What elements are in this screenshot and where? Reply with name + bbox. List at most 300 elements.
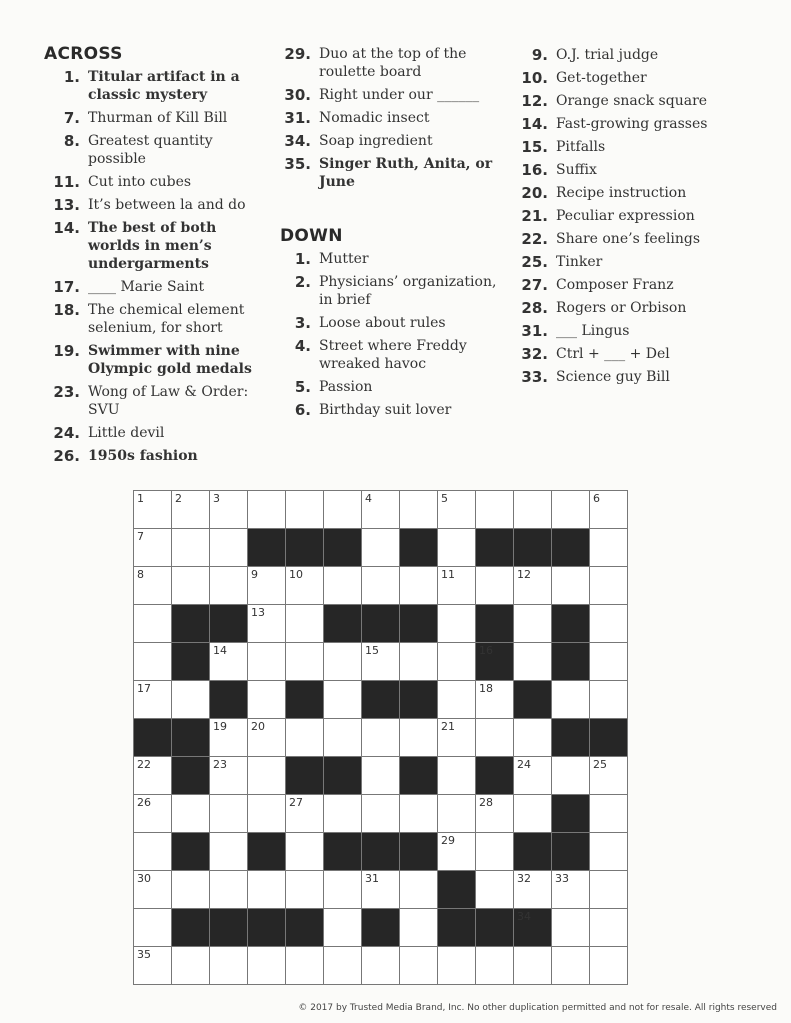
cell-number: 3 bbox=[213, 492, 220, 505]
black-square bbox=[210, 681, 248, 719]
grid-cell[interactable] bbox=[514, 605, 552, 643]
cell-number: 22 bbox=[137, 758, 151, 771]
grid-cell[interactable] bbox=[134, 871, 172, 909]
clue-number: 34. bbox=[284, 132, 311, 150]
grid-cell[interactable] bbox=[210, 719, 248, 757]
grid-cell[interactable] bbox=[362, 757, 400, 795]
clue-text: The best of both worlds in men’s undergarments bbox=[88, 220, 217, 272]
grid-cell[interactable] bbox=[324, 795, 362, 833]
grid-cell[interactable] bbox=[476, 795, 514, 833]
clue-item bbox=[44, 173, 266, 191]
grid-cell[interactable] bbox=[438, 757, 476, 795]
grid-row bbox=[134, 909, 628, 947]
clue-number: 18. bbox=[53, 301, 80, 319]
clue-item bbox=[44, 132, 266, 168]
black-square bbox=[324, 605, 362, 643]
black-square bbox=[248, 833, 286, 871]
black-square bbox=[324, 833, 362, 871]
grid-cell[interactable] bbox=[286, 567, 324, 605]
black-square bbox=[476, 643, 514, 681]
black-square bbox=[400, 605, 438, 643]
grid-cell[interactable] bbox=[172, 567, 210, 605]
grid-cell[interactable] bbox=[400, 909, 438, 947]
clue-number: 4. bbox=[294, 337, 311, 355]
clue-text: Right under our ______ bbox=[319, 87, 480, 103]
clue-number: 8. bbox=[63, 132, 80, 150]
clue-text: Composer Franz bbox=[556, 277, 674, 293]
clue-number: 35. bbox=[284, 155, 311, 173]
clue-number: 26. bbox=[53, 447, 80, 465]
clue-item bbox=[280, 337, 506, 373]
clue-text: Soap ingredient bbox=[319, 133, 433, 149]
grid-row bbox=[134, 795, 628, 833]
cell-number: 11 bbox=[441, 568, 455, 581]
grid-cell[interactable] bbox=[324, 681, 362, 719]
grid-cell[interactable] bbox=[400, 491, 438, 529]
clue-text: Suffix bbox=[556, 162, 597, 178]
cell-number: 8 bbox=[137, 568, 144, 581]
cell-number: 2 bbox=[175, 492, 182, 505]
black-square bbox=[362, 909, 400, 947]
black-square bbox=[438, 909, 476, 947]
grid-cell[interactable] bbox=[438, 491, 476, 529]
grid-row bbox=[134, 947, 628, 985]
black-square bbox=[324, 757, 362, 795]
grid-cell[interactable] bbox=[134, 605, 172, 643]
cell-number: 6 bbox=[593, 492, 600, 505]
clue-number: 20. bbox=[521, 184, 548, 202]
clue-number: 13. bbox=[53, 196, 80, 214]
grid-cell[interactable] bbox=[210, 795, 248, 833]
grid-cell[interactable] bbox=[172, 491, 210, 529]
clue-item bbox=[518, 230, 778, 248]
grid-cell[interactable] bbox=[476, 567, 514, 605]
clue-number: 7. bbox=[63, 109, 80, 127]
black-square bbox=[476, 757, 514, 795]
grid-cell[interactable] bbox=[438, 643, 476, 681]
clue-text: Science guy Bill bbox=[556, 369, 670, 385]
down-clue-list-continued bbox=[518, 46, 778, 391]
grid-cell[interactable] bbox=[476, 681, 514, 719]
black-square bbox=[172, 643, 210, 681]
black-square bbox=[172, 909, 210, 947]
grid-cell[interactable] bbox=[362, 795, 400, 833]
grid-cell[interactable] bbox=[286, 947, 324, 985]
clue-number: 32. bbox=[521, 345, 548, 363]
grid-cell[interactable] bbox=[362, 529, 400, 567]
grid-cell[interactable] bbox=[514, 947, 552, 985]
cell-number: 28 bbox=[479, 796, 493, 809]
grid-row bbox=[134, 757, 628, 795]
clue-text: Cut into cubes bbox=[88, 174, 192, 190]
grid-cell[interactable] bbox=[210, 871, 248, 909]
clue-number: 30. bbox=[284, 86, 311, 104]
grid-cell[interactable] bbox=[286, 833, 324, 871]
grid-cell[interactable] bbox=[438, 947, 476, 985]
black-square bbox=[476, 909, 514, 947]
grid-cell[interactable] bbox=[438, 833, 476, 871]
clue-item bbox=[280, 109, 506, 127]
black-square bbox=[248, 909, 286, 947]
black-square bbox=[286, 681, 324, 719]
black-square bbox=[514, 909, 552, 947]
grid-cell[interactable] bbox=[552, 947, 590, 985]
down-heading: DOWN bbox=[280, 226, 343, 246]
across-clue-list bbox=[44, 68, 266, 470]
grid-cell[interactable] bbox=[514, 643, 552, 681]
grid-cell[interactable] bbox=[172, 529, 210, 567]
clue-item bbox=[518, 69, 778, 87]
cell-number: 20 bbox=[251, 720, 265, 733]
clue-text: It’s between la and do bbox=[88, 197, 246, 213]
grid-cell[interactable] bbox=[248, 681, 286, 719]
clue-text: Nomadic insect bbox=[319, 110, 430, 126]
clue-number: 17. bbox=[53, 278, 80, 296]
black-square bbox=[172, 757, 210, 795]
cell-number: 25 bbox=[593, 758, 607, 771]
cell-number: 15 bbox=[365, 644, 379, 657]
grid-cell[interactable] bbox=[514, 871, 552, 909]
clue-item bbox=[518, 115, 778, 133]
clue-number: 31. bbox=[521, 322, 548, 340]
clue-number: 25. bbox=[521, 253, 548, 271]
clue-text: Fast-growing grasses bbox=[556, 116, 708, 132]
across-heading: ACROSS bbox=[44, 44, 123, 64]
clue-item bbox=[518, 92, 778, 110]
black-square bbox=[552, 795, 590, 833]
grid-cell[interactable] bbox=[134, 643, 172, 681]
grid-cell[interactable] bbox=[438, 795, 476, 833]
grid-cell[interactable] bbox=[324, 909, 362, 947]
clue-number: 11. bbox=[53, 173, 80, 191]
crossword-grid[interactable] bbox=[133, 490, 628, 985]
clue-text: Recipe instruction bbox=[556, 185, 687, 201]
grid-cell[interactable] bbox=[590, 757, 628, 795]
clue-item bbox=[518, 322, 778, 340]
clue-text: Swimmer with nine Olympic gold medals bbox=[88, 343, 252, 377]
grid-cell[interactable] bbox=[248, 947, 286, 985]
clue-item bbox=[518, 184, 778, 202]
clue-text: Titular artifact in a classic mystery bbox=[88, 69, 240, 103]
grid-cell[interactable] bbox=[552, 757, 590, 795]
clue-text: Greatest quantity possible bbox=[88, 133, 213, 167]
grid-cell[interactable] bbox=[210, 491, 248, 529]
clue-text: Duo at the top of the roulette board bbox=[319, 46, 467, 80]
across-clue-list-continued bbox=[280, 45, 506, 196]
cell-number: 34 bbox=[517, 910, 531, 923]
grid-cell[interactable] bbox=[362, 491, 400, 529]
clue-number: 3. bbox=[294, 314, 311, 332]
clue-text: Little devil bbox=[88, 425, 165, 441]
grid-cell[interactable] bbox=[324, 947, 362, 985]
cell-number: 35 bbox=[137, 948, 151, 961]
black-square bbox=[172, 605, 210, 643]
grid-cell[interactable] bbox=[590, 491, 628, 529]
grid-cell[interactable] bbox=[362, 871, 400, 909]
clue-item bbox=[44, 301, 266, 337]
clue-number: 5. bbox=[294, 378, 311, 396]
clue-text: Mutter bbox=[319, 251, 369, 267]
clue-text: The chemical element selenium, for short bbox=[88, 302, 245, 336]
black-square bbox=[324, 529, 362, 567]
grid-cell[interactable] bbox=[172, 795, 210, 833]
grid-cell[interactable] bbox=[324, 643, 362, 681]
grid-cell[interactable] bbox=[590, 795, 628, 833]
clue-number: 10. bbox=[521, 69, 548, 87]
clue-text: Birthday suit lover bbox=[319, 402, 452, 418]
cell-number: 5 bbox=[441, 492, 448, 505]
black-square bbox=[172, 833, 210, 871]
grid-cell[interactable] bbox=[134, 757, 172, 795]
cell-number: 4 bbox=[365, 492, 372, 505]
grid-cell[interactable] bbox=[248, 795, 286, 833]
grid-cell[interactable] bbox=[210, 529, 248, 567]
clue-text: Get-together bbox=[556, 70, 647, 86]
cell-number: 27 bbox=[289, 796, 303, 809]
black-square bbox=[210, 605, 248, 643]
clue-text: Passion bbox=[319, 379, 373, 395]
grid-cell[interactable] bbox=[514, 491, 552, 529]
clue-text: Rogers or Orbison bbox=[556, 300, 687, 316]
grid-cell[interactable] bbox=[134, 491, 172, 529]
grid-cell[interactable] bbox=[172, 947, 210, 985]
grid-cell[interactable] bbox=[324, 567, 362, 605]
grid-cell[interactable] bbox=[400, 795, 438, 833]
black-square bbox=[514, 681, 552, 719]
clue-text: Street where Freddy wreaked havoc bbox=[319, 338, 467, 372]
grid-cell[interactable] bbox=[286, 719, 324, 757]
clue-text: Pitfalls bbox=[556, 139, 606, 155]
grid-cell[interactable] bbox=[362, 567, 400, 605]
grid-cell[interactable] bbox=[590, 567, 628, 605]
grid-cell[interactable] bbox=[400, 871, 438, 909]
grid-row bbox=[134, 491, 628, 529]
black-square bbox=[438, 871, 476, 909]
cell-number: 26 bbox=[137, 796, 151, 809]
clue-number: 14. bbox=[53, 219, 80, 237]
grid-cell[interactable] bbox=[286, 871, 324, 909]
clue-number: 1. bbox=[63, 68, 80, 86]
grid-cell[interactable] bbox=[400, 947, 438, 985]
grid-cell[interactable] bbox=[400, 567, 438, 605]
black-square bbox=[552, 719, 590, 757]
clue-item bbox=[44, 68, 266, 104]
clue-number: 2. bbox=[294, 273, 311, 291]
grid-cell[interactable] bbox=[248, 605, 286, 643]
grid-cell[interactable] bbox=[286, 795, 324, 833]
cell-number: 21 bbox=[441, 720, 455, 733]
grid-cell[interactable] bbox=[552, 491, 590, 529]
cell-number: 32 bbox=[517, 872, 531, 885]
grid-cell[interactable] bbox=[552, 871, 590, 909]
grid-cell[interactable] bbox=[590, 947, 628, 985]
grid-cell[interactable] bbox=[248, 757, 286, 795]
clue-text: Loose about rules bbox=[319, 315, 446, 331]
black-square bbox=[134, 719, 172, 757]
clue-item bbox=[44, 278, 266, 296]
grid-cell[interactable] bbox=[590, 643, 628, 681]
grid-cell[interactable] bbox=[134, 947, 172, 985]
clue-item bbox=[44, 219, 266, 273]
grid-cell[interactable] bbox=[514, 567, 552, 605]
grid-cell[interactable] bbox=[362, 719, 400, 757]
cell-number: 14 bbox=[213, 644, 227, 657]
grid-cell[interactable] bbox=[590, 833, 628, 871]
clue-text: ___ Lingus bbox=[556, 323, 630, 339]
grid-cell[interactable] bbox=[514, 757, 552, 795]
grid-cell[interactable] bbox=[476, 719, 514, 757]
grid-cell[interactable] bbox=[286, 491, 324, 529]
clue-number: 9. bbox=[531, 46, 548, 64]
grid-cell[interactable] bbox=[362, 643, 400, 681]
clue-item bbox=[518, 161, 778, 179]
clue-number: 29. bbox=[284, 45, 311, 63]
black-square bbox=[552, 529, 590, 567]
grid-cell[interactable] bbox=[210, 833, 248, 871]
clue-item bbox=[518, 299, 778, 317]
grid-cell[interactable] bbox=[248, 491, 286, 529]
grid-cell[interactable] bbox=[286, 605, 324, 643]
grid-row bbox=[134, 833, 628, 871]
clue-number: 16. bbox=[521, 161, 548, 179]
black-square bbox=[476, 529, 514, 567]
grid-cell[interactable] bbox=[400, 719, 438, 757]
grid-cell[interactable] bbox=[172, 871, 210, 909]
cell-number: 19 bbox=[213, 720, 227, 733]
cell-number: 9 bbox=[251, 568, 258, 581]
grid-cell[interactable] bbox=[476, 871, 514, 909]
clue-item bbox=[518, 276, 778, 294]
black-square bbox=[362, 605, 400, 643]
grid-cell[interactable] bbox=[400, 643, 438, 681]
grid-cell[interactable] bbox=[438, 567, 476, 605]
clue-number: 14. bbox=[521, 115, 548, 133]
grid-cell[interactable] bbox=[476, 833, 514, 871]
clue-text: Wong of Law & Order: SVU bbox=[88, 384, 249, 418]
clue-number: 31. bbox=[284, 109, 311, 127]
grid-cell[interactable] bbox=[134, 529, 172, 567]
grid-cell[interactable] bbox=[134, 567, 172, 605]
black-square bbox=[552, 605, 590, 643]
grid-cell[interactable] bbox=[248, 643, 286, 681]
grid-cell[interactable] bbox=[248, 719, 286, 757]
grid-cell[interactable] bbox=[286, 643, 324, 681]
cell-number: 10 bbox=[289, 568, 303, 581]
cell-number: 31 bbox=[365, 872, 379, 885]
cell-number: 1 bbox=[137, 492, 144, 505]
grid-row bbox=[134, 529, 628, 567]
grid-cell[interactable] bbox=[552, 681, 590, 719]
copyright-notice: © 2017 by Trusted Media Brand, Inc. No other duplication permitted and not for resale. All rights reserved bbox=[298, 1003, 777, 1013]
clue-item bbox=[518, 207, 778, 225]
black-square bbox=[286, 529, 324, 567]
grid-row bbox=[134, 719, 628, 757]
cell-number: 33 bbox=[555, 872, 569, 885]
grid-cell[interactable] bbox=[134, 833, 172, 871]
black-square bbox=[400, 529, 438, 567]
grid-cell[interactable] bbox=[248, 567, 286, 605]
black-square bbox=[286, 757, 324, 795]
grid-cell[interactable] bbox=[514, 795, 552, 833]
clue-number: 23. bbox=[53, 383, 80, 401]
clue-item bbox=[518, 368, 778, 386]
grid-cell[interactable] bbox=[590, 681, 628, 719]
cell-number: 30 bbox=[137, 872, 151, 885]
clue-number: 33. bbox=[521, 368, 548, 386]
black-square bbox=[400, 833, 438, 871]
grid-cell[interactable] bbox=[210, 947, 248, 985]
grid-cell[interactable] bbox=[438, 605, 476, 643]
cell-number: 16 bbox=[479, 644, 493, 657]
clue-number: 12. bbox=[521, 92, 548, 110]
grid-cell[interactable] bbox=[324, 719, 362, 757]
grid-cell[interactable] bbox=[248, 871, 286, 909]
grid-cell[interactable] bbox=[324, 491, 362, 529]
clue-item bbox=[44, 383, 266, 419]
clue-text: Peculiar expression bbox=[556, 208, 695, 224]
clue-text: Physicians’ organization, in brief bbox=[319, 274, 497, 308]
cell-number: 29 bbox=[441, 834, 455, 847]
clue-item bbox=[280, 132, 506, 150]
grid-cell[interactable] bbox=[362, 947, 400, 985]
clue-number: 27. bbox=[521, 276, 548, 294]
clue-item bbox=[518, 253, 778, 271]
grid-cell[interactable] bbox=[134, 795, 172, 833]
grid-cell[interactable] bbox=[210, 567, 248, 605]
clue-text: ____ Marie Saint bbox=[88, 279, 205, 295]
clue-text: Ctrl + ___ + Del bbox=[556, 346, 670, 362]
grid-cell[interactable] bbox=[590, 529, 628, 567]
cell-number: 18 bbox=[479, 682, 493, 695]
grid-cell[interactable] bbox=[590, 605, 628, 643]
grid-cell[interactable] bbox=[134, 909, 172, 947]
grid-cell[interactable] bbox=[438, 681, 476, 719]
clue-item bbox=[518, 345, 778, 363]
clue-item bbox=[280, 250, 506, 268]
clue-number: 28. bbox=[521, 299, 548, 317]
grid-cell[interactable] bbox=[590, 871, 628, 909]
grid-cell[interactable] bbox=[552, 909, 590, 947]
grid-cell[interactable] bbox=[172, 681, 210, 719]
grid-row bbox=[134, 643, 628, 681]
grid-row bbox=[134, 605, 628, 643]
black-square bbox=[286, 909, 324, 947]
grid-cell[interactable] bbox=[514, 719, 552, 757]
grid-cell[interactable] bbox=[552, 567, 590, 605]
clue-item bbox=[44, 342, 266, 378]
black-square bbox=[514, 529, 552, 567]
grid-cell[interactable] bbox=[476, 491, 514, 529]
grid-cell[interactable] bbox=[438, 529, 476, 567]
grid-cell[interactable] bbox=[438, 719, 476, 757]
cell-number: 12 bbox=[517, 568, 531, 581]
grid-cell[interactable] bbox=[476, 947, 514, 985]
clue-item bbox=[280, 273, 506, 309]
grid-cell[interactable] bbox=[134, 681, 172, 719]
grid-cell[interactable] bbox=[590, 909, 628, 947]
grid-cell[interactable] bbox=[210, 757, 248, 795]
down-clue-list bbox=[280, 250, 506, 424]
black-square bbox=[590, 719, 628, 757]
black-square bbox=[400, 757, 438, 795]
black-square bbox=[362, 681, 400, 719]
black-square bbox=[400, 681, 438, 719]
grid-cell[interactable] bbox=[324, 871, 362, 909]
black-square bbox=[210, 909, 248, 947]
grid-cell[interactable] bbox=[210, 643, 248, 681]
clue-item bbox=[280, 45, 506, 81]
black-square bbox=[172, 719, 210, 757]
